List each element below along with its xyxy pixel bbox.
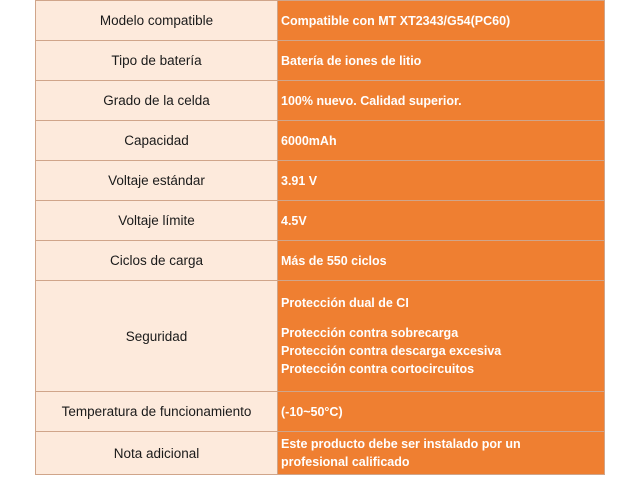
spec-key: Seguridad — [36, 281, 278, 392]
spec-row-grado — [36, 81, 605, 121]
spec-key: Modelo compatible — [36, 1, 278, 41]
spec-key: Voltaje estándar — [36, 161, 278, 201]
spec-row-tipo — [36, 41, 605, 81]
spec-row-nota — [36, 432, 605, 475]
spec-key: Grado de la celda — [36, 81, 278, 121]
spec-row-modelo — [36, 1, 605, 41]
spec-key: Temperatura de funcionamiento — [36, 392, 278, 432]
security-line: Protección contra descarga excesiva — [281, 344, 502, 358]
spec-key: Capacidad — [36, 121, 278, 161]
spec-key: Voltaje límite — [36, 201, 278, 241]
spec-value: 3.91 V — [278, 161, 605, 201]
note-line: profesional calificado — [281, 455, 410, 469]
security-line: Protección contra cortocircuitos — [281, 362, 475, 376]
security-line: Protección dual de CI — [281, 296, 409, 310]
spec-row-seguridad — [36, 281, 605, 392]
spec-key: Nota adicional — [36, 432, 278, 475]
spec-value: Compatible con MT XT2343/G54(PC60) — [278, 1, 605, 41]
spec-row-voltaje-limite — [36, 201, 605, 241]
spec-row-capacidad — [36, 121, 605, 161]
spec-row-voltaje-estandar — [36, 161, 605, 201]
spec-row-temperatura — [36, 392, 605, 432]
spec-value: 100% nuevo. Calidad superior. — [278, 81, 605, 121]
spec-row-ciclos — [36, 241, 605, 281]
spec-key: Tipo de batería — [36, 41, 278, 81]
battery-spec-table — [35, 0, 605, 475]
spec-value: Batería de iones de litio — [278, 41, 605, 81]
spec-value-list — [278, 281, 605, 392]
note-line: Este producto debe ser instalado por un — [281, 437, 521, 451]
spec-value: (-10~50°C) — [278, 392, 605, 432]
spec-value-list — [278, 432, 605, 475]
spec-key: Ciclos de carga — [36, 241, 278, 281]
spec-value: Más de 550 ciclos — [278, 241, 605, 281]
spec-value: 4.5V — [278, 201, 605, 241]
spec-value: 6000mAh — [278, 121, 605, 161]
security-line: Protección contra sobrecarga — [281, 326, 459, 340]
